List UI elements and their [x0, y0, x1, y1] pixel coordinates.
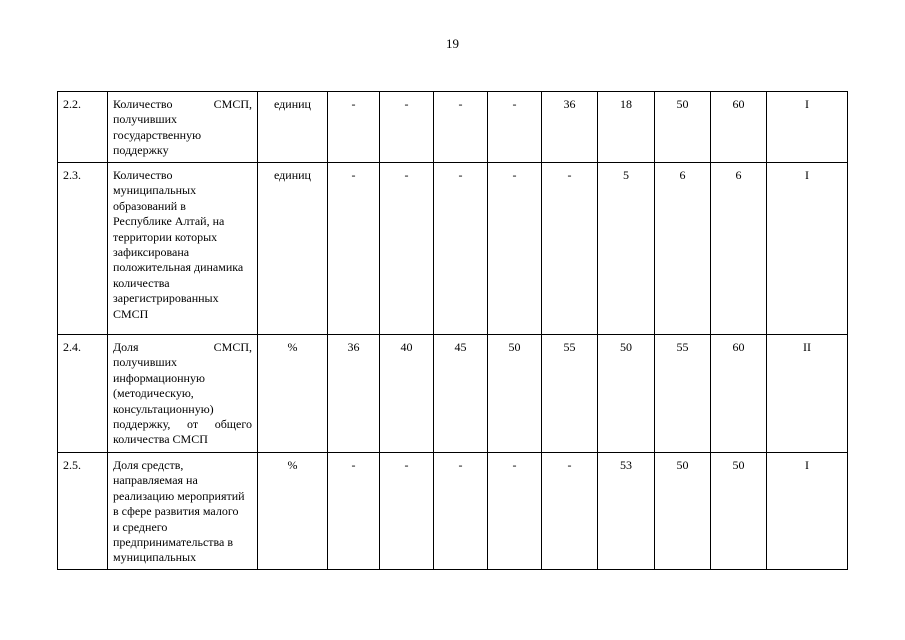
unit-cell: %	[258, 335, 328, 453]
indicator-name-line: предпринимательства в	[113, 535, 234, 550]
row-number: 2.5.	[58, 453, 108, 570]
indicator-name-line: получивших	[113, 112, 178, 127]
indicator-name-line: количества СМСП	[113, 432, 208, 447]
value-cell: -	[380, 453, 434, 570]
value-cell: -	[380, 92, 434, 163]
value-cell: 53	[598, 453, 655, 570]
table-row	[58, 335, 848, 453]
indicator-name-line: Количество	[113, 168, 173, 182]
table-row	[58, 163, 848, 335]
value-cell: -	[434, 163, 488, 335]
value-cell: -	[434, 453, 488, 570]
value-cell: 45	[434, 335, 488, 453]
value-cell: -	[328, 92, 380, 163]
indicator-name-line: информационную	[113, 370, 205, 385]
indicator-name	[108, 92, 258, 163]
indicator-name-line: и среднего	[113, 519, 168, 534]
value-cell: 50	[488, 335, 542, 453]
unit-cell: единиц	[258, 163, 328, 335]
indicator-name	[108, 163, 258, 335]
indicator-type-cell: I	[767, 163, 848, 335]
value-cell: 55	[542, 335, 598, 453]
indicator-name-line: получивших	[113, 355, 178, 370]
row-number: 2.4.	[58, 335, 108, 453]
indicator-type-cell: I	[767, 92, 848, 163]
value-cell: 6	[711, 163, 767, 335]
row-number: 2.3.	[58, 163, 108, 335]
indicator-type-cell: II	[767, 335, 848, 453]
indicator-name-line: зафиксирована	[113, 245, 190, 260]
value-cell: -	[542, 453, 598, 570]
indicator-name-line: территории которых	[113, 229, 218, 244]
value-cell: -	[488, 453, 542, 570]
value-cell: -	[488, 163, 542, 335]
indicator-name-line: Республике Алтай, на	[113, 214, 225, 229]
value-cell: 36	[328, 335, 380, 453]
table-row	[58, 453, 848, 570]
indicators-table	[57, 91, 848, 570]
value-cell: 18	[598, 92, 655, 163]
indicator-type-cell: I	[767, 453, 848, 570]
indicator-name-line: (методическую,	[113, 386, 194, 401]
indicator-name-line: консультационную)	[113, 401, 214, 416]
value-cell: 40	[380, 335, 434, 453]
value-cell: -	[488, 92, 542, 163]
value-cell: 5	[598, 163, 655, 335]
page-number: 19	[446, 36, 459, 51]
indicator-name-line: направляемая на	[113, 473, 198, 488]
indicator-name-line: образований в	[113, 198, 186, 213]
indicator-name-line: Количество СМСП,	[113, 97, 252, 111]
indicator-name-line: государственную	[113, 127, 202, 142]
value-cell: 60	[711, 92, 767, 163]
indicator-name-line: в сфере развития малого	[113, 504, 239, 519]
indicator-name-line: зарегистрированных	[113, 291, 219, 306]
indicator-name-line: реализацию мероприятий	[113, 488, 245, 503]
indicator-name	[108, 335, 258, 453]
value-cell: -	[328, 453, 380, 570]
indicator-name-line: муниципальных	[113, 183, 197, 198]
value-cell: 6	[655, 163, 711, 335]
indicator-name-line: поддержку, от общего	[113, 417, 252, 432]
value-cell: 55	[655, 335, 711, 453]
value-cell: 50	[655, 92, 711, 163]
indicator-name-line: СМСП	[113, 306, 149, 321]
value-cell: -	[434, 92, 488, 163]
indicator-name	[108, 453, 258, 570]
value-cell: 50	[655, 453, 711, 570]
value-cell: 50	[711, 453, 767, 570]
indicator-name-line: положительная динамика	[113, 260, 244, 275]
indicator-name-line: Доля средств,	[113, 458, 184, 472]
indicator-name-line: поддержку	[113, 143, 169, 158]
value-cell: 36	[542, 92, 598, 163]
value-cell: -	[328, 163, 380, 335]
table-row	[58, 92, 848, 163]
indicator-name-line: Доля СМСП,	[113, 340, 252, 354]
value-cell: 50	[598, 335, 655, 453]
indicator-name-line: количества	[113, 275, 170, 290]
value-cell: 60	[711, 335, 767, 453]
value-cell: -	[542, 163, 598, 335]
unit-cell: %	[258, 453, 328, 570]
unit-cell: единиц	[258, 92, 328, 163]
value-cell: -	[380, 163, 434, 335]
indicator-name-line: муниципальных	[113, 550, 197, 565]
row-number: 2.2.	[58, 92, 108, 163]
